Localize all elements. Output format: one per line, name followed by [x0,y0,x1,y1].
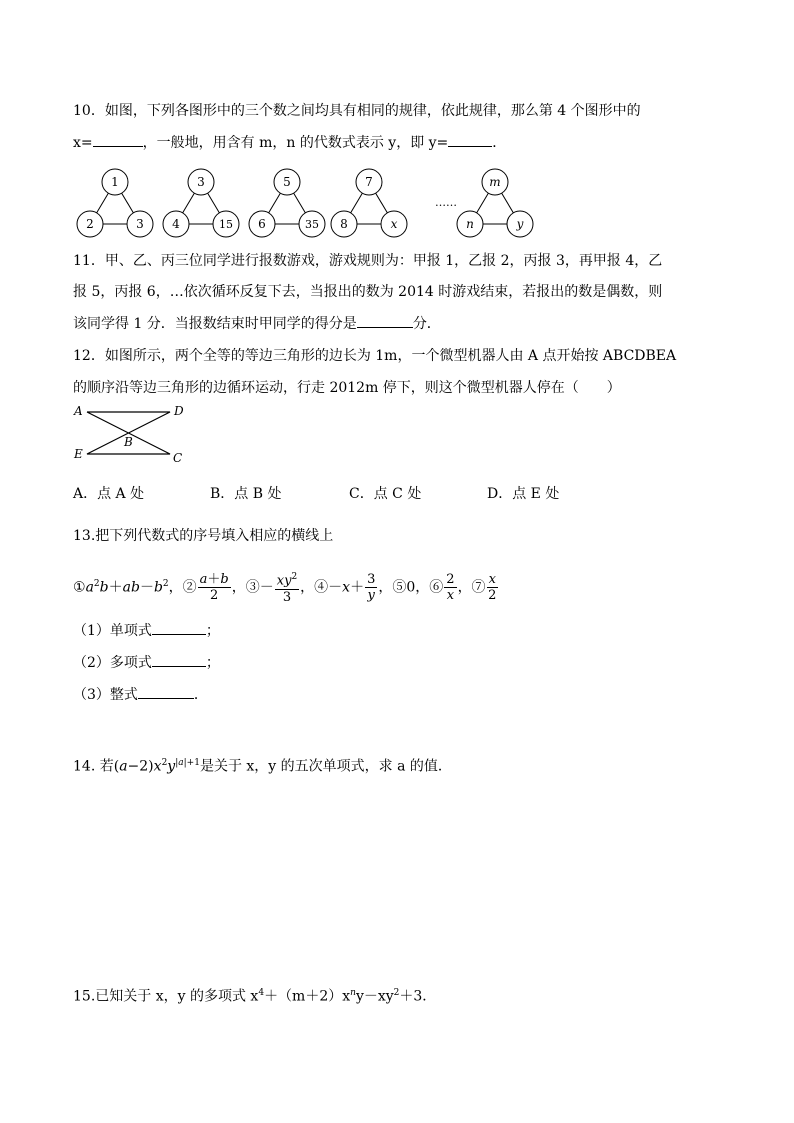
option-b[interactable]: B．点 B 处 [210,486,282,502]
point-d-label: D [174,404,184,418]
top-value: 7 [365,175,373,189]
right-value: y [516,217,524,231]
top-value: m [489,175,501,189]
q10-line2 [73,133,506,153]
q15-text: 15.已知关于 x，y 的多项式 $x^4+(m+2)x^ny-xy^2+3$． [73,988,437,1005]
expr-2-fraction: $\frac{a+b}{2}$ [199,572,229,604]
sub1-label: （1）单项式 [73,623,152,639]
expr-3-fraction: $\frac{xy^2}{3}$ [276,572,298,605]
triangle-figure-3 [249,169,325,237]
item-1-marker: ① [73,579,86,596]
right-value: x [390,217,398,231]
top-value: 5 [283,175,291,189]
q11-line1: 11．甲、乙、丙三位同学进行报数游戏，游戏规则为：甲报 1，乙报 2，丙报 3，再甲报 4，乙 [73,253,663,269]
q13-expressions: $①a^2b+ab-b^2$，② $\frac{a+b}{2}$ ，③－ $\frac{xy^2}{3}$ ，④－x＋ $\frac{3}{y}$ ，⑤0，⑥ $\frac{2}{x}$ ，⑦ $\frac{x}{2}$ [73,572,497,605]
item-5-marker: ，⑤0 [378,579,416,596]
sub1-end: ； [205,623,220,639]
q12-bowtie-figure [70,400,190,465]
q11-line2: 报 5，丙报 6，…依次循环反复下去，当报出的数为 2014 时游戏结束，若报出的数是偶数，则 [73,284,663,300]
triangle-figure-2 [163,169,239,237]
right-value: 3 [136,217,144,231]
q13-sub3 [73,685,208,705]
point-a-label: A [74,404,83,418]
left-value: 4 [172,217,180,231]
q13-title: 13.把下列代数式的序号填入相应的横线上 [73,528,334,544]
top-value: 3 [197,175,205,189]
triangle-figure-1 [77,169,153,237]
point-c-label: C [173,451,183,465]
answer-blank-monomial [152,634,206,635]
q15-end: y－xy [355,988,394,1005]
point-e-label: E [74,447,83,461]
right-value: 35 [305,218,319,231]
top-value: 1 [111,175,119,189]
q13-sub2 [73,653,220,673]
q13-sub1 [73,621,220,641]
q15-tail: ＋3． [399,988,437,1005]
sub3-label: （3）整式 [73,687,138,703]
q10-line1: 10．如图，下列各图形中的三个数之间均具有相同的规律，依此规律，那么第 4 个图形中的 [73,103,641,119]
left-value: n [466,217,474,231]
q14-suffix: 是关于 x，y 的五次单项式，求 a 的值． [199,758,452,775]
expr-7-fraction: $\frac{x}{2}$ [488,572,497,604]
answer-blank-y [448,146,492,147]
answer-blank-integral [138,698,194,699]
triangle-figure-general [457,169,533,237]
option-a[interactable]: A．点 A 处 [73,486,145,502]
item-6-marker: ，⑥ [415,579,444,596]
item-2-marker: ，② [168,579,197,596]
q12-line1: 12．如图所示，两个全等的等边三角形的边长为 1m，一个微型机器人由 A 点开始按 ABCDBEA [73,348,677,364]
q15-mid: ＋（m＋2）x [264,988,351,1005]
sub2-label: （2）多项式 [73,655,152,671]
expr-6-fraction: $\frac{2}{x}$ [446,572,455,604]
q14-text: 14. 若$(a-2)x^2y^{|a|+1}$是关于 x，y 的五次单项式，求 a 的值． [73,758,452,775]
option-c[interactable]: C．点 C 处 [349,486,422,502]
item-7-marker: ，⑦ [457,579,486,596]
left-value: 8 [340,217,348,231]
q11-line3 [73,314,441,334]
left-value: 6 [258,217,266,231]
q11-line3-text: 该同学得 1 分．当报数结束时甲同学的得分是 [73,316,357,332]
left-value: 2 [86,217,94,231]
q10-x-label: x= [73,135,93,151]
answer-blank-score [357,327,413,328]
q14-prefix: 14. 若 [73,758,114,775]
expr-4-fraction: $\frac{3}{y}$ [367,572,376,604]
ellipsis: …… [435,196,457,209]
item-3-marker: ，③ [231,579,260,596]
q10-triangle-figures [70,162,540,242]
point-b-label: B [124,435,133,449]
q15-prefix: 15.已知关于 x，y 的多项式 x [73,988,259,1005]
triangle-figure-4 [331,169,407,237]
item-4-marker: ，④ [300,579,329,596]
sub2-end: ； [205,655,220,671]
q11-line3-end: 分． [412,316,441,332]
answer-blank-polynomial [152,666,206,667]
right-value: 15 [219,218,233,231]
q10-line2-end: ． [492,135,507,151]
sub3-end: ． [193,687,208,703]
option-d[interactable]: D．点 E 处 [487,486,560,502]
answer-blank-x [93,146,143,147]
q12-line2: 的顺序沿等边三角形的边循环运动，行走 2012m 停下，则这个微型机器人停在（ ） [73,380,621,396]
q10-line2-mid: ，一般地，用含有 m，n 的代数式表示 y，即 y= [142,135,449,151]
